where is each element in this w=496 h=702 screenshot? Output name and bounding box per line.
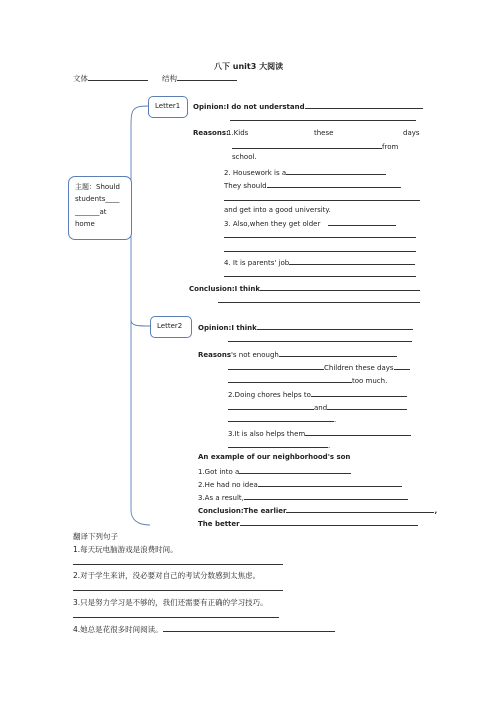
blank [228,402,314,410]
blank-line [224,276,416,277]
genre-label: 文体 [73,74,88,83]
letter2-r3-text: 3.It is also helps them [228,430,306,438]
letter2-r2 [228,389,407,400]
structure-label: 结构 [162,74,177,83]
connector-lower [131,236,150,525]
example-heading: An example of our neighborhood's son [198,453,351,461]
letter1-r1-c: days [403,129,420,137]
translation-3: 3.只是努力学习是不够的，我们还需要有正确的学习技巧。 [73,598,268,607]
blank [232,141,382,149]
letter2-and-text: and [314,404,328,412]
theme-line1: 主题：Should [75,183,120,191]
theme-line2: students____ [75,195,120,203]
blank-line [224,251,416,252]
letter1-reasons-label: Reasons: [193,129,229,137]
blank [260,283,420,291]
letter2-opinion-text: Opinion:I think [198,324,257,332]
example-1-text: 1.Got into a [198,468,240,476]
blank [240,518,418,526]
blank [279,349,397,357]
example-3 [198,492,408,503]
letter2-tag [150,316,192,338]
letter2-r2-end: . [228,414,336,425]
letter1-r3-text: 3. Also,when they get older [224,220,321,228]
letter1-r4 [224,257,415,268]
letter1-r1-b: these [314,129,334,137]
answer-line-2 [73,590,283,591]
letter2-conclusion: Conclusion:The earlier , [198,507,438,515]
letter2-children-text: Children these days [324,364,394,372]
example-2 [198,479,402,490]
letter2-too-much [228,375,387,386]
translation-4-text: 4.她总是花很多时间阅读。 [73,625,163,634]
letter2-too-much-text: too much. [352,377,388,385]
letter2-r2-and [228,402,407,413]
letter2-opinion [198,322,413,333]
letter2-tag-label: Letter2 [157,322,183,330]
letter1-r2-end: and get into a good university. [224,206,331,214]
letter1-should-text: They should [224,182,267,190]
example-1 [198,466,351,477]
blank [289,257,415,265]
blank [258,479,402,487]
blank-line [224,200,420,201]
letter2-r2-text: 2.Doing chores helps to [228,391,311,399]
example-2-text: 2.He had no idea [198,481,258,489]
letter1-opinion-text: Opinion:I do not understand [193,103,305,111]
letter1-r1-a: 1.Kids [227,129,249,137]
letter2-r3-end: . [228,440,330,451]
letter2-reasons-text: 's not enough [231,351,279,359]
blank-line [224,237,416,238]
letter2-r3 [228,428,411,439]
letter1-tag-label: Letter1 [155,102,181,110]
theme-line4: home [75,220,95,228]
blank [394,362,410,370]
blank-line [228,341,412,342]
page-title: 八下 unit3 大阅读 [214,62,284,71]
letter1-r2-text: 2. Housework is a [224,169,287,177]
blank [267,180,401,188]
example-3-text: 3.As a result, [198,494,244,502]
letter1-opinion [193,101,423,112]
blank [228,362,324,370]
letter1-from-text: from [382,143,399,151]
blank [286,505,434,513]
translation-2: 2.对于学生来讲，没必要对自己的考试分数感到太焦虑。 [73,571,261,580]
theme-box [68,176,132,240]
blank [311,389,407,397]
theme-line3: _______at [75,208,107,216]
blank [228,440,328,448]
letter1-r1-school: school. [232,153,257,161]
letter2-the-better-text: The better [198,520,240,528]
blank [244,492,408,500]
blank [327,402,407,410]
blank-line [218,302,420,303]
letter1-conclusion-text: Conclusion:I think [189,285,261,293]
translation-1: 1.每天玩电脑游戏是浪费时间。 [73,545,178,554]
letter2-the-better [198,518,418,529]
letter1-r4-text: 4. It is parents' job [224,259,290,267]
letter1-conclusion [189,283,420,294]
letter2-children [228,362,410,373]
answer-line-3 [73,617,279,618]
letter2-conclusion-text: Conclusion:The earlier [198,507,287,515]
blank [305,428,411,436]
connector-letter2 [131,320,150,326]
letter1-r2 [224,167,386,178]
answer-line-4 [163,624,335,632]
translation-heading: 翻译下列句子 [73,532,118,541]
blank [228,414,334,422]
blank [239,466,351,474]
letter2-reasons [198,349,397,360]
blank-line [230,120,416,121]
blank [305,101,423,109]
letter1-r3 [224,218,396,229]
blank [286,167,386,175]
letter1-r2-should [224,180,401,191]
blank [228,375,352,383]
letter1-r1-from [232,141,398,152]
letter1-tag [148,96,188,118]
answer-line-1 [73,564,283,565]
letter2-reasons-label: Reasons [198,351,231,359]
blank [257,322,413,330]
blank [328,218,396,226]
translation-4 [73,624,335,634]
